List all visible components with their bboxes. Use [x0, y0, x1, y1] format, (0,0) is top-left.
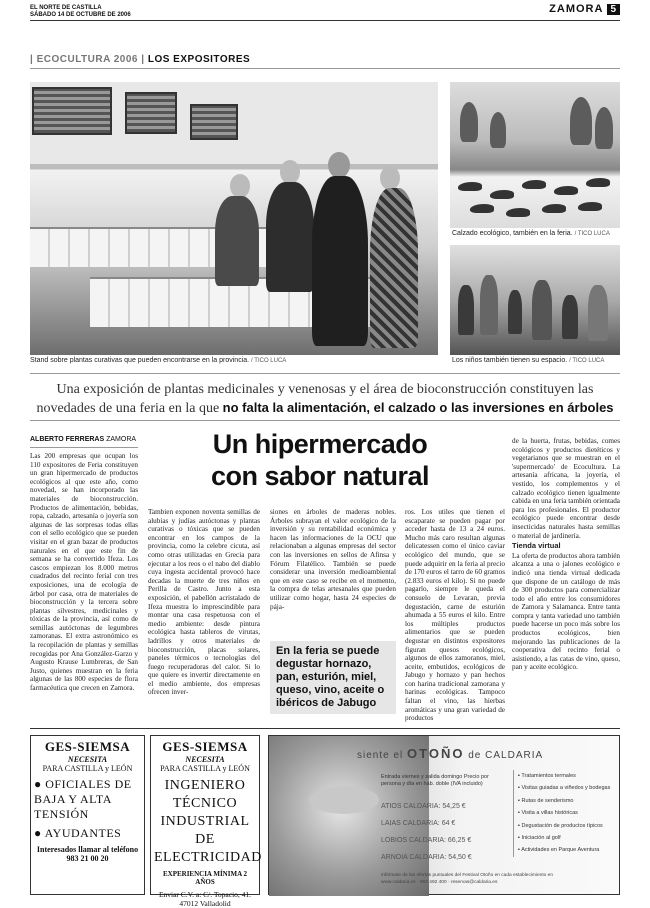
ad2-region: PARA CASTILLA y LEÓN	[160, 764, 250, 773]
ad1-company: GES-SIEMSA	[44, 739, 131, 754]
spa-ad-caldaria	[268, 735, 620, 895]
article-column-2: Tambien exponen noventa semillas de alubias y judías autóctonas y plantas curativas o tóxicas que se pueden encontrar en los campos de la provincia, como la celebre cicuta, así como otras utilizadas en Grecia para ejecutar a los reos o el nabo del diablo cuya ingesta accidental provocó hace decadas la muerte de tres niños en Perilla de Castro. Junto a esta exposición, el pabellón acristalado de Ifeza muestra lo imprescindible para montar una casa respetuosa con el medio ambiente: desde pintura ecológica hasta tableros de virutas, ladrillos y otros materiales de bioconstrucción, placas solares, paneles térmicos o tecnologías del fuego recuperadoras del calor. Si lo que quiere es invertir directamente en el medio ambiente, dos empresas ofrecen inver-	[148, 508, 260, 697]
spa-web: www.caldaria.es	[381, 880, 416, 885]
section-name: ZAMORA	[549, 3, 604, 15]
article-column-4-text: Mucho más caro resultan algunas delicatessen como el único caviar ecológico del mundo, que se puede adquirir en la feria al precio de 170 euros el tarro de 60 gramos (2.833 euros el kilo). Si no puede pagarlo, siempre le queda el consuelo de Levaran, previa degustación, carne de esturión ahumada a 55 euros el kilo. Entre los múltiples productos alimentarios que se pueden degustar en distintos expositores figuran quesos ecológicos, algunos de ellos zamoranos, miel, aceite, embutidos, ecológicos de Jabugo y hornazo y pan hechos con harina tradicional zamorana y harinas ecológicas. Tampoco faltan el vino, las hierbas aromáticas y una gran variedad de productos	[405, 533, 505, 723]
byline-rule	[30, 447, 138, 448]
spa-price: ATIOS CALDARIA: 54,25 €	[381, 803, 466, 810]
spa-feature: ▪ Visitas guiadas a viñedos y bodegas	[518, 785, 611, 792]
kids-photo	[450, 245, 620, 355]
ads-rule	[30, 728, 620, 729]
ad2-experience: EXPERIENCIA MÍNIMA 2 AÑOS	[162, 870, 247, 886]
spa-feature: ▪ Rutas de senderismo	[518, 797, 574, 804]
spa-feature: ▪ Actividades en Parque Aventura	[518, 847, 600, 854]
article-column-3	[270, 508, 396, 636]
byline-place: ZAMORA	[106, 436, 137, 443]
article-subhead: Tienda virtual	[512, 541, 561, 551]
shoes-photo	[450, 82, 620, 228]
article-column-4	[405, 508, 505, 722]
headline-line-2: con sabor natural	[210, 461, 430, 491]
kids-photo-caption: Los niños también tienen su espacio. / TICO LUCA	[452, 357, 605, 364]
spa-feature: ▪ Degustación de productos típicos	[518, 822, 603, 829]
header-rule	[30, 20, 620, 21]
spa-phone: 902 492 400	[419, 880, 447, 885]
ad1-item-2: ● AYUDANTES	[34, 826, 122, 840]
section-rule	[30, 68, 620, 69]
issue-date: SÁBADO 14 DE OCTUBRE DE 2006	[30, 12, 131, 18]
main-photo	[30, 82, 438, 355]
masthead-section	[549, 3, 620, 15]
spa-photo-figure	[309, 786, 379, 814]
spa-price: LOBIOS CALDARIA: 66,25 €	[381, 837, 472, 844]
ad2-company: GES-SIEMSA	[162, 739, 248, 754]
spa-ad-prices	[381, 798, 509, 866]
deck	[30, 381, 620, 418]
article-column-4-lead: ros. Los utiles que tienen el escaparate se pueden pagar por acceder hasta de 13 a 24 euros.	[405, 508, 505, 534]
spa-contact: www.caldaria.es · 902 492 400 · reservas@caldaria.es	[381, 880, 498, 885]
main-photo-caption: Stand sobre plantas curativas que pueden encontrarse en la provincia. / TICO LUCA	[30, 357, 287, 364]
ad2-address: Enviar C.V. a: C/. Topacio, 41. 47012 Valladolid	[158, 890, 252, 908]
spa-feature: ▪ Iniciación al golf	[518, 835, 561, 842]
job-ad-engineer	[150, 735, 262, 908]
page-number: 5	[607, 4, 620, 15]
ad2-role: INGENIERO TÉCNICO INDUSTRIAL DE ELECTRICIDAD	[154, 778, 262, 865]
ad2-necesita: NECESITA	[185, 755, 225, 764]
section-title: LOS EXPOSITORES	[147, 54, 251, 65]
ad1-necesita: NECESITA	[67, 755, 108, 764]
paper-name: EL NORTE DE CASTILLA	[30, 5, 102, 11]
ad1-region: PARA CASTILLA y LEÓN	[42, 764, 133, 773]
deck-rule-top	[30, 373, 620, 374]
deck-rule-bottom	[30, 420, 620, 421]
byline	[30, 436, 136, 443]
section-label: | ECOCULTURA 2006 | LOS EXPOSITORES	[30, 54, 251, 65]
spa-price: LAIAS CALDARIA: 64 €	[381, 820, 456, 827]
spa-ad-footer	[381, 872, 617, 886]
article-column-3-text: siones en árboles de maderas nobles. Árboles subrayan el valor ecológico de la inversión y su rentabilidad económica y hacen las informaciones de la OCU que relacionaban a algunas empresas del sector con las inversiones en sellos de Afinsa y Fórum Filatélico. También se puede considerar una inversión medioambiental que en este caso se recibe en el momento, la compra de telas artesanales que pueden utilizar como hogar, hasta 24 especies de pája-	[270, 508, 396, 611]
headline-line-1: Un hipermercado	[212, 429, 428, 459]
deck-line-2: novedades de una feria en la que no falta la alimentación, el calzado o las inversiones en árboles	[36, 400, 614, 416]
pull-quote: En la feria se puede degustar hornazo, pan, esturión, miel, queso, vino, aceite o ibéricos de Jabugo	[270, 641, 396, 714]
deck-line-1: Una exposición de plantas medicinales y venenosas y el área de bioconstrucción constituyen las	[56, 382, 594, 397]
spa-email: reservas@caldaria.es	[450, 880, 498, 885]
masthead-paper	[30, 5, 131, 19]
article-column-5-text-b: La oferta de productos ahora también alcanza a una o jalones ecológico e indicó una tienda virtual dedicada que dispone de un catálogo de más de 300 productos para comercializar todo el año entre los consumidores de Zamora y Salamanca. Entre tanta compra y tanta variedad uno también puede hacerse un poco más sobre los productos ecológicos, bien mejorando las publicaciones de la cooperativa del recinto ferial o asistiendo, a las catas de vino, queso, pan y aceite ecológico.	[512, 551, 620, 672]
spa-price: ARNOIA CALDARIA: 54,50 €	[381, 854, 472, 861]
spa-footer-text: infórmate de las ofertas puntuales del Festival Otoño en cada establecimiento en	[381, 873, 553, 878]
section-kicker: ECOCULTURA 2006	[36, 54, 138, 65]
shoes-photo-caption: Calzado ecológico, también en la feria. / TICO LUCA	[452, 230, 610, 237]
spa-ad-title: siente el OTOÑO de CALDARIA	[357, 746, 544, 761]
article-column-5	[512, 437, 620, 722]
spa-feature: ▪ Visita a villas históricas	[518, 810, 578, 817]
byline-author: ALBERTO FERRERAS	[30, 436, 105, 443]
article-column-5-text-a: de la huerta, frutas, bebidas, comes ecológicos y productos dietéticos y vegetarianos que se muestran en el 'supermercado' de Ecocultura. La artesanía africana, la joyería, el vestido, los complementos y el calzado ecológico tienen igualmente cabida en una feria también orientada para los profesionales. El productor ecológico puede encontrar desde insecticidas naturales hasta semillas o material de jardinería.	[512, 437, 620, 540]
spa-ad-features	[513, 770, 617, 857]
headline	[150, 428, 490, 492]
ad1-contact: Interesados llamar al teléfono 983 21 00 20	[36, 845, 139, 863]
spa-feature: ▪ Tratamientos termales	[518, 773, 576, 779]
spa-ad-intro: Entrada viernes y salida domingo Precio por persona y día en hab. doble (IVA incluido)	[381, 774, 489, 787]
article-column-1: Las 200 empresas que ocupan los 110 expositores de Feria constituyen un gran hipermercado de productos ecológicos al que este año, como novedad, se han incorporado las materiales de bioconstrucción. Productos de alimentación, bebidas, ropa, calzado, artesanía o joyería son algunas de las sorpresas todas ellas con el sello ecológico que se pueden visitar en el gran bazar de productos naturales en el que este fin de semana se ha convertido Ifeza. Los cascos empiezan los 8.000 metros cuadrados del recinto ferial con tres exposiciones, una de ecología de árbol por casa, otra de materiales de bioconstrucción y la tercera sobre plantas silvestres, medicinales y tóxicas de la provincia, así como de semillas autóctonas de legumbres zamoranas. El extra astronómico es la recopilación de plantas y semillas recogidas por Ana González-Garzo y Augusto Krause Lumbreras, de San Justo, quienes muestran en la feria algunas de las 800 especies de flora farmacéutica que crecen en Zamora.	[30, 452, 138, 693]
ad1-item-1: ● OFICIALES DE BAJA Y ALTA TENSIÓN	[34, 777, 132, 821]
job-ad-electricians	[30, 735, 145, 895]
